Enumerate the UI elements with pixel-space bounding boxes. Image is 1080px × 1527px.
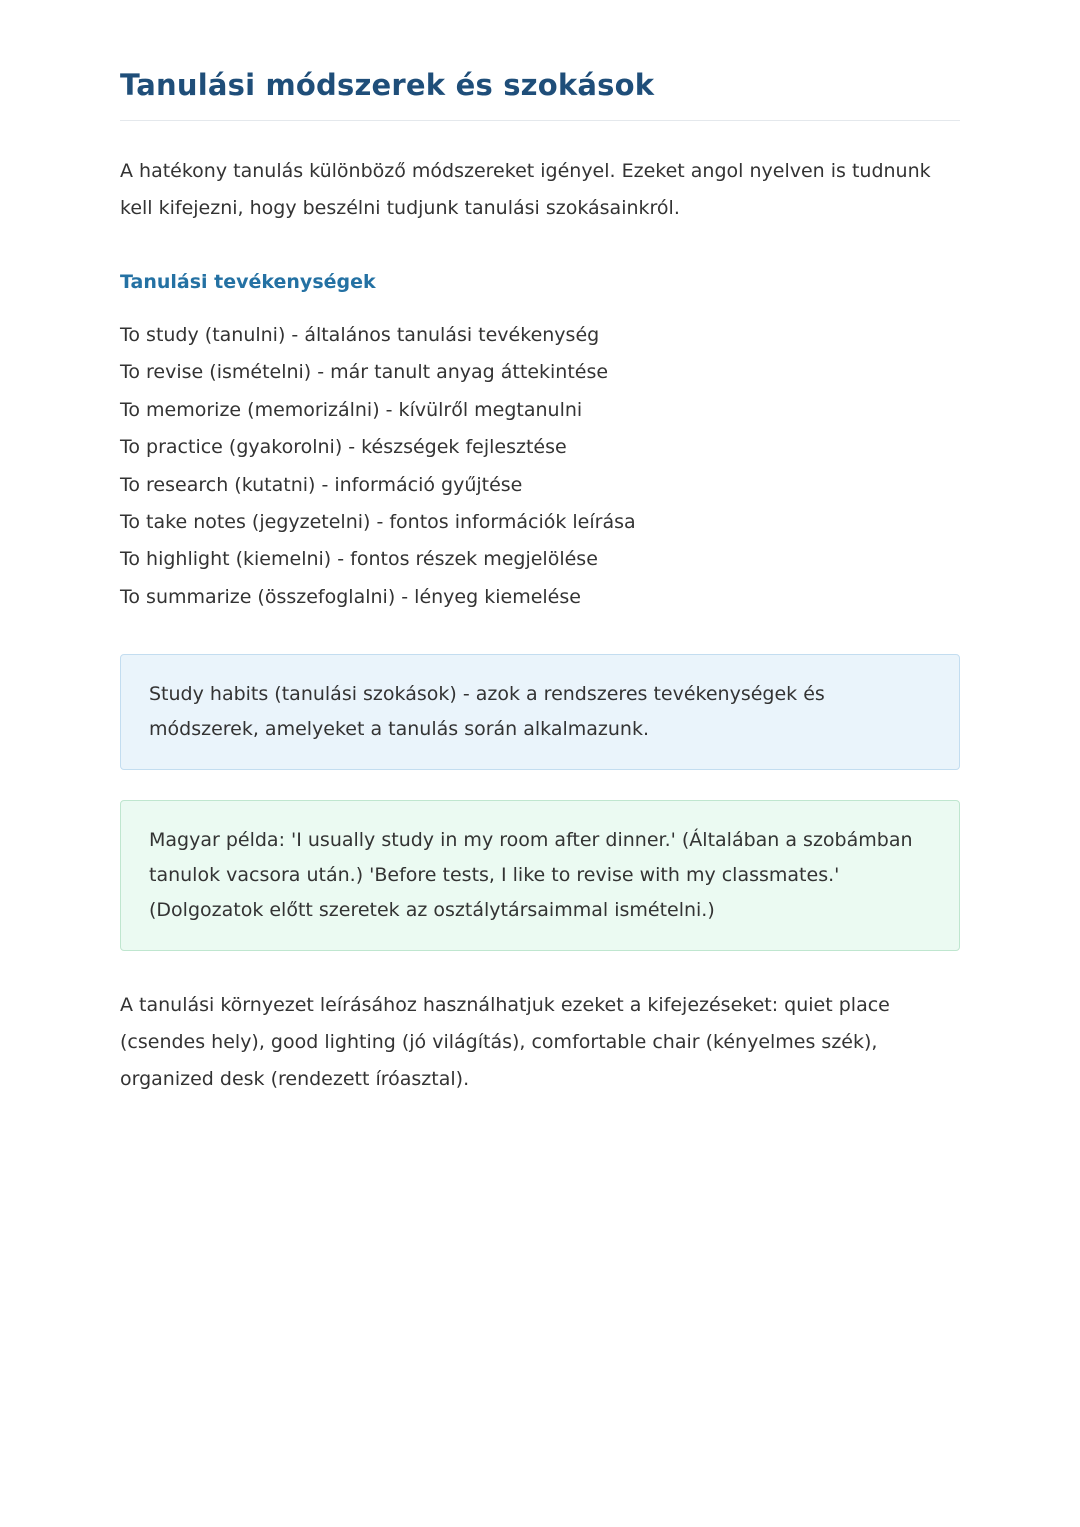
example-box bbox=[120, 800, 960, 951]
intro-paragraph: A hatékony tanulás különböző módszereket igényel. Ezeket angol nyelven is tudnunk kell kifejezni, hogy beszélni tudjunk tanulási szokásainkról. bbox=[120, 160, 931, 219]
definition-box-text: Study habits (tanulási szokások) - azok a rendszeres tevékenységek és módszerek, amelyeket a tanulás során alkalmazunk. bbox=[149, 683, 825, 741]
list-item: To practice (gyakorolni) - készségek fejlesztése bbox=[120, 436, 567, 459]
page-title: Tanulási módszerek és szokások bbox=[120, 68, 960, 121]
list-item: To research (kutatni) - információ gyűjtése bbox=[120, 473, 523, 496]
list-item: To highlight (kiemelni) - fontos részek megjelölése bbox=[120, 548, 598, 571]
example-box-text: Magyar példa: 'I usually study in my room after dinner.' (Általában a szobámban tanulok vacsora után.) 'Before tests, I like to revise with my classmates.' (Dolgozatok előtt szeretek az osztálytársaimmal ismételni.) bbox=[149, 829, 913, 922]
list-item: To memorize (memorizálni) - kívülről megtanulni bbox=[120, 398, 583, 421]
list-item: To summarize (összefoglalni) - lényeg kiemelése bbox=[120, 585, 581, 608]
list-item: To study (tanulni) - általános tanulási tevékenység bbox=[120, 324, 600, 346]
section-heading-activities: Tanulási tevékenységek bbox=[120, 271, 376, 293]
closing-paragraph: A tanulási környezet leírásához használhatjuk ezeket a kifejezéseket: quiet place (csendes hely), good lighting (jó világítás), comfortable chair (kényelmes szék), organized desk (rendezett íróasztal). bbox=[120, 994, 890, 1091]
list-item: To revise (ismételni) - már tanult anyag áttekintése bbox=[120, 361, 609, 384]
list-item: To take notes (jegyzetelni) - fontos információk leírása bbox=[120, 511, 636, 534]
activities-list bbox=[120, 317, 960, 616]
definition-box bbox=[120, 654, 960, 770]
